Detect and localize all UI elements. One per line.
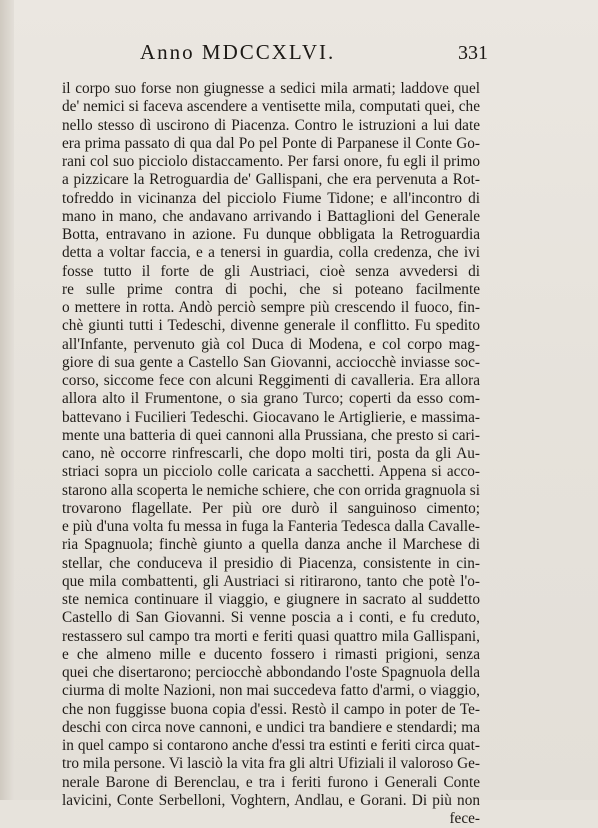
text-line: o mettere in rotta. Andò perciò sempre più crescendo il fuoco, fin- bbox=[62, 299, 480, 316]
text-line: cano, nè occorre rinfrescarli, che dopo molti tiri, posta da gli Au- bbox=[62, 445, 480, 462]
text-line: trovarono flagellate. Per più ore durò il sanguinoso cimento; bbox=[62, 499, 480, 517]
text-line: quei che disertarono; perciocchè abbondando l'oste Spagnuola della bbox=[62, 664, 480, 681]
page-number: 331 bbox=[458, 42, 488, 64]
text-line: chè giunti tutti i Tedeschi, divenne generale il conflitto. Fu spedito bbox=[62, 317, 480, 335]
text-line: fosse tutto il forte de gli Austriaci, cioè senza avvedersi di bbox=[62, 262, 480, 280]
text-line: ria Spagnuola; finchè giunto a quella danza anche il Marchese di bbox=[62, 536, 480, 554]
text-line: tro mila persone. Vi lasciò la vita fra gli altri Ufiziali il valoroso Ge- bbox=[62, 755, 480, 773]
text-line: giore di sua gente a Castello San Giovanni, acciocchè inviasse soc- bbox=[62, 353, 480, 371]
text-line: mente una batteria di quei cannoni alla Prussiana, che presto si cari- bbox=[62, 426, 480, 444]
text-line: che non fuggisse buona copia d'essi. Restò il campo in poter de Te- bbox=[62, 700, 480, 718]
page-gutter-shadow bbox=[0, 0, 14, 800]
running-title: Anno MDCCXLVI. bbox=[140, 40, 336, 64]
text-line: rani col suo picciolo distaccamento. Per farsi onore, fu egli il primo bbox=[62, 153, 480, 170]
text-line: e che almeno mille e ducento fossero i rimasti prigioni, senza bbox=[62, 645, 480, 663]
text-line: starono alla scoperta le nemiche schiere, che con orrida gragnuola si bbox=[62, 481, 480, 499]
text-line: nerale Barone di Berenclau, e tra i feriti furono i Generali Conte bbox=[62, 773, 480, 791]
text-line: lavicini, Conte Serbelloni, Voghtern, Andlau, e Gorani. Di più non bbox=[62, 791, 480, 809]
text-line: e più d'una volta fu messa in fuga la Fanteria Tedesca dalla Cavalle- bbox=[62, 518, 480, 535]
text-line: era prima passato di qua dal Po pel Ponte di Parpanese il Conte Go- bbox=[62, 134, 480, 152]
text-line: allora alto il Frumentone, o sia grano Turco; coperti da esso com- bbox=[62, 390, 480, 408]
text-line: tofreddo in vicinanza del picciolo Fiume Tidone; e all'incontro di bbox=[62, 189, 480, 207]
text-line: stellar, che conduceva il presidio di Piacenza, consistente in cin- bbox=[62, 554, 480, 572]
text-line: a pizzicare la Retroguardia de' Gallispani, che era pervenuta a Rot- bbox=[62, 171, 480, 189]
text-line: Castello di San Giovanni. Si venne poscia a i conti, e fu creduto, bbox=[62, 609, 480, 627]
text-line: nello stesso dì uscirono di Piacenza. Contro le istruzioni a lui date bbox=[62, 116, 480, 134]
text-line: striaci sopra un picciolo colle caricata a sacchetti. Appena si acco- bbox=[62, 463, 480, 481]
running-head bbox=[0, 40, 598, 70]
text-line: fece- bbox=[449, 810, 480, 827]
text-line: ste nemica continuare il viaggio, e giugnere in sacrato al suddetto bbox=[62, 591, 480, 608]
text-line: ciurma di molte Nazioni, non mai succedeva fatto d'armi, o viaggio, bbox=[62, 682, 480, 700]
text-line: deschi con circa nove cannoni, e undici tra bandiere e stendardi; ma bbox=[62, 718, 480, 736]
text-line: mano in mano, che andavano arrivando i Battaglioni del Generale bbox=[62, 207, 480, 225]
text-line: de' nemici si faceva ascendere a ventisette mila, computati quei, che bbox=[62, 98, 480, 116]
text-line: il corpo suo forse non giugnesse a sedici mila armati; laddove quel bbox=[62, 80, 480, 97]
text-line: in quel campo si contarono anche d'essi tra estinti e feriti circa quat- bbox=[62, 737, 480, 754]
text-line: corso, siccome fece con alcuni Reggimenti di cavalleria. Era allora bbox=[62, 372, 480, 389]
text-line: all'Infante, pervenuto già col Duca di Modena, e col corpo mag- bbox=[62, 335, 480, 353]
text-line: detta a voltar faccia, e a tenersi in guardia, colla credenza, che ivi bbox=[62, 244, 480, 262]
text-line: que mila combattenti, gli Austriaci si ritirarono, tanto che potè l'o- bbox=[62, 572, 480, 590]
text-line: battevano i Fucilieri Tedeschi. Giocavano le Artiglierie, e massima- bbox=[62, 408, 480, 426]
body-text bbox=[62, 80, 480, 828]
text-line: re sulle prime contra di pochi, che si poteano facilmente bbox=[62, 280, 480, 298]
text-line: restassero sul campo tra morti e feriti quasi quattro mila Gallispani, bbox=[62, 627, 480, 645]
text-line: Botta, entravano in azione. Fu dunque obbligata la Retroguardia bbox=[62, 226, 480, 243]
